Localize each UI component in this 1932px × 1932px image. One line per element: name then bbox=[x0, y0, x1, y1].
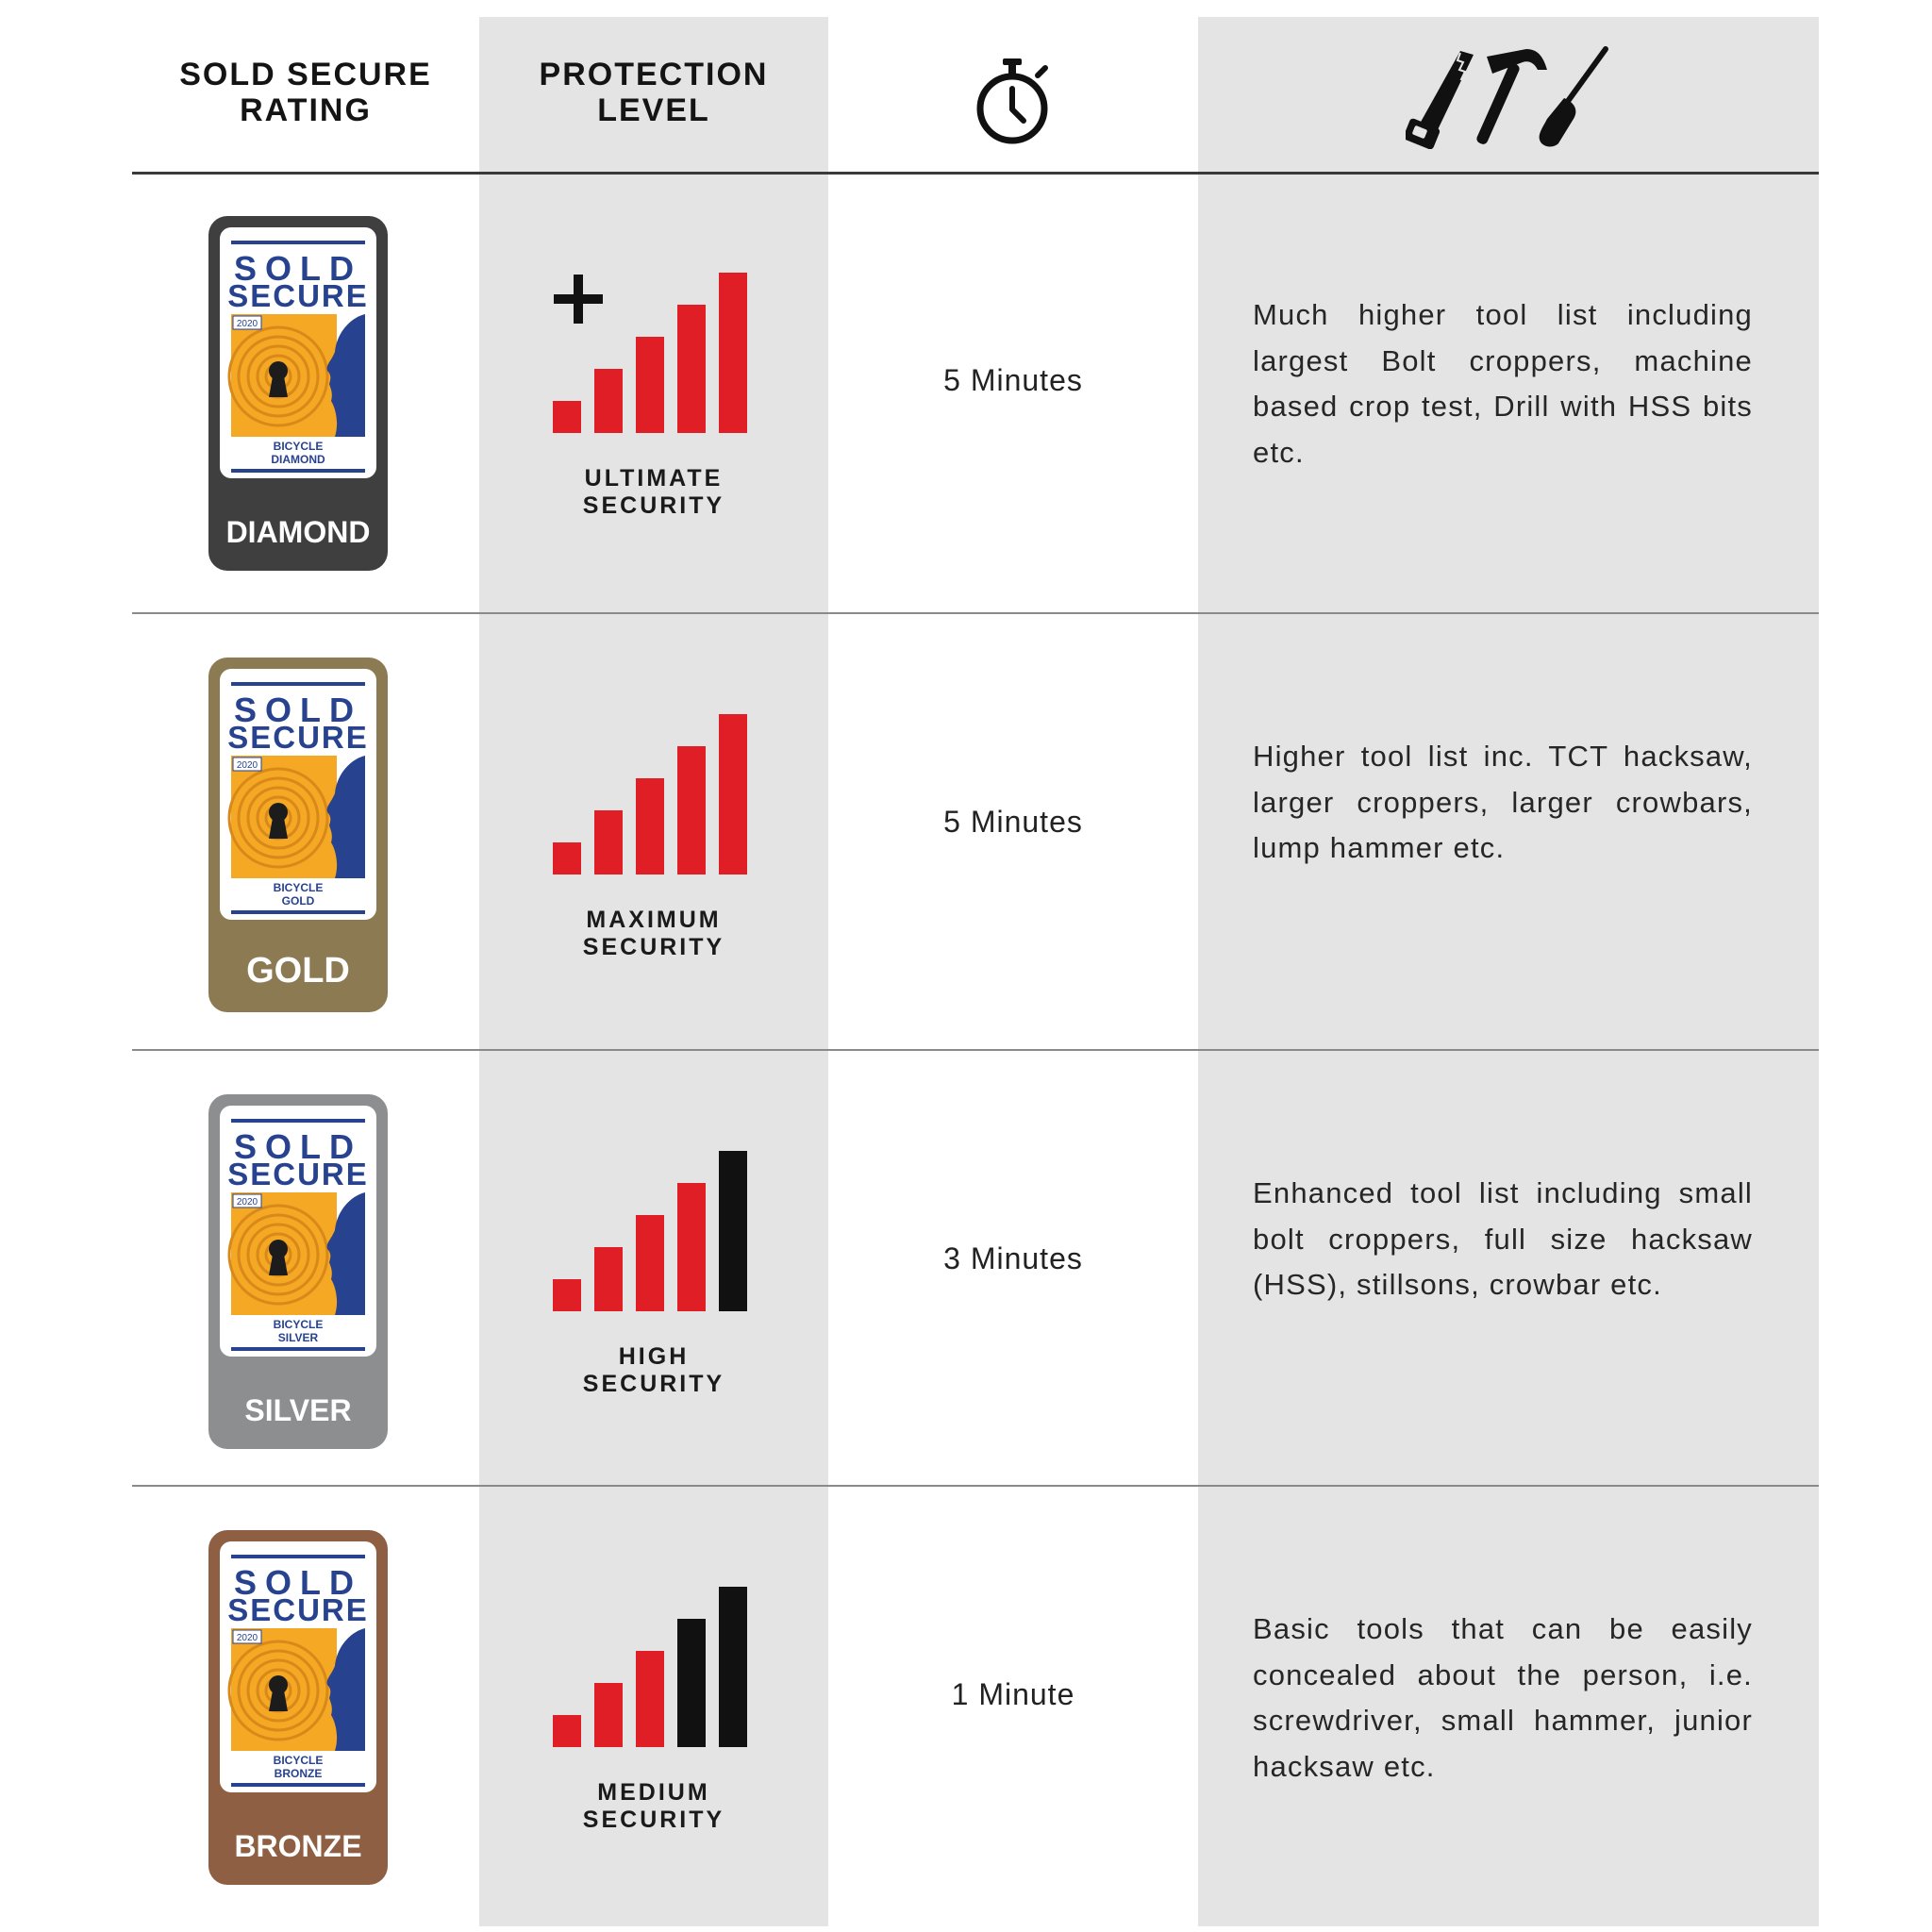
security-bar bbox=[594, 1683, 623, 1747]
security-bar bbox=[719, 714, 747, 874]
sold-secure-logo bbox=[220, 1541, 376, 1792]
security-bar bbox=[553, 842, 581, 874]
badge-logo-panel bbox=[220, 227, 376, 478]
protection-level-line2: SECURITY bbox=[582, 1371, 725, 1397]
badge-logo-panel bbox=[220, 1106, 376, 1357]
attack-time: 5 Minutes bbox=[943, 363, 1083, 397]
logo-category: BICYCLE bbox=[273, 440, 324, 453]
logo-year: 2020 bbox=[236, 760, 258, 771]
security-level-bars bbox=[553, 1151, 751, 1311]
protection-level-line2: SECURITY bbox=[582, 934, 725, 960]
security-bar bbox=[677, 1619, 706, 1747]
logo-rating: DIAMOND bbox=[271, 453, 325, 466]
logo-word-secure: SECURE bbox=[227, 720, 369, 755]
stopwatch-icon bbox=[972, 55, 1053, 149]
tool-list-description: Much higher tool list including largest Bolt croppers, machine based crop test, Drill with HSS bits etc. bbox=[1253, 298, 1753, 469]
protection-level-label bbox=[479, 1343, 828, 1398]
logo-rating: BRONZE bbox=[274, 1767, 323, 1780]
attack-time: 5 Minutes bbox=[943, 805, 1083, 839]
logo-rating: GOLD bbox=[281, 894, 315, 908]
protection-level-line1: MEDIUM bbox=[597, 1779, 710, 1806]
protection-level-line2: SECURITY bbox=[582, 1807, 725, 1833]
sold-secure-logo bbox=[220, 669, 376, 920]
logo-year: 2020 bbox=[236, 319, 258, 329]
security-bar bbox=[553, 1279, 581, 1311]
tools-icon bbox=[1406, 43, 1613, 149]
logo-word-sold: SOLD bbox=[233, 1127, 363, 1166]
sold-secure-logo bbox=[220, 1106, 376, 1357]
security-bar bbox=[719, 1587, 747, 1747]
sold-secure-logo bbox=[220, 227, 376, 478]
tool-list-description: Enhanced tool list including small bolt croppers, full size hacksaw (HSS), stillsons, crowbar etc. bbox=[1253, 1176, 1753, 1301]
rating-header-line2: RATING bbox=[240, 92, 372, 128]
rating-header-line1: SOLD SECURE bbox=[179, 57, 432, 92]
protection-column-header bbox=[479, 57, 828, 128]
security-bar bbox=[553, 1715, 581, 1747]
badge-label: GOLD bbox=[246, 951, 350, 991]
logo-word-secure: SECURE bbox=[227, 1157, 369, 1191]
attack-time: 1 Minute bbox=[951, 1677, 1075, 1711]
protection-level-label bbox=[479, 1779, 828, 1834]
security-bar bbox=[636, 1651, 664, 1747]
protection-level-label bbox=[479, 907, 828, 961]
screwdriver-icon bbox=[1540, 49, 1606, 146]
rating-column-header bbox=[132, 57, 479, 128]
logo-word-secure: SECURE bbox=[227, 1592, 369, 1627]
logo-word-sold: SOLD bbox=[233, 1563, 363, 1602]
security-bar bbox=[677, 746, 706, 874]
security-level-bars bbox=[553, 273, 751, 433]
logo-word-sold: SOLD bbox=[233, 249, 363, 288]
rating-badge bbox=[208, 658, 388, 1012]
security-bar bbox=[594, 810, 623, 874]
logo-category: BICYCLE bbox=[273, 1318, 324, 1331]
row-divider bbox=[132, 1485, 1819, 1487]
tool-list-description: Basic tools that can be easily concealed about the person, i.e. screwdriver, small hammer, junior hacksaw etc. bbox=[1253, 1612, 1753, 1783]
protection-level-label bbox=[479, 465, 828, 520]
security-bar bbox=[719, 1151, 747, 1311]
hammer-icon bbox=[1475, 49, 1547, 145]
logo-rating: SILVER bbox=[277, 1331, 319, 1344]
badge-logo-panel bbox=[220, 1541, 376, 1792]
logo-word-sold: SOLD bbox=[233, 691, 363, 729]
security-bar bbox=[594, 1247, 623, 1311]
badge-logo-panel bbox=[220, 669, 376, 920]
protection-header-line1: PROTECTION bbox=[539, 57, 769, 92]
security-bar bbox=[677, 305, 706, 433]
security-bar bbox=[636, 337, 664, 433]
protection-level-line1: HIGH bbox=[618, 1343, 690, 1370]
saw-icon bbox=[1406, 51, 1474, 149]
badge-label: SILVER bbox=[244, 1393, 352, 1427]
rating-badge bbox=[208, 216, 388, 571]
security-level-bars bbox=[553, 1587, 751, 1747]
badge-label: DIAMOND bbox=[225, 515, 371, 549]
protection-level-line2: SECURITY bbox=[582, 492, 725, 519]
logo-word-secure: SECURE bbox=[227, 278, 369, 313]
security-bar bbox=[553, 401, 581, 433]
badge-label: BRONZE bbox=[234, 1829, 362, 1863]
tool-list-description: Higher tool list inc. TCT hacksaw, larger croppers, larger crowbars, lump hammer etc. bbox=[1253, 740, 1753, 864]
rating-badge bbox=[208, 1530, 388, 1885]
security-bar bbox=[636, 1215, 664, 1311]
logo-category: BICYCLE bbox=[273, 1754, 324, 1767]
row-divider bbox=[132, 612, 1819, 614]
security-bar bbox=[594, 369, 623, 433]
protection-level-line1: ULTIMATE bbox=[584, 465, 724, 491]
security-bar bbox=[677, 1183, 706, 1311]
rating-badge bbox=[208, 1094, 388, 1449]
logo-year: 2020 bbox=[236, 1197, 258, 1208]
security-bar bbox=[719, 273, 747, 433]
attack-time: 3 Minutes bbox=[943, 1241, 1083, 1275]
protection-level-line1: MAXIMUM bbox=[586, 907, 722, 933]
security-bar bbox=[636, 778, 664, 874]
protection-header-line2: LEVEL bbox=[597, 92, 710, 128]
header-divider bbox=[132, 172, 1819, 175]
row-divider bbox=[132, 1049, 1819, 1051]
security-level-bars bbox=[553, 714, 751, 874]
logo-category: BICYCLE bbox=[273, 881, 324, 894]
logo-year: 2020 bbox=[236, 1633, 258, 1643]
